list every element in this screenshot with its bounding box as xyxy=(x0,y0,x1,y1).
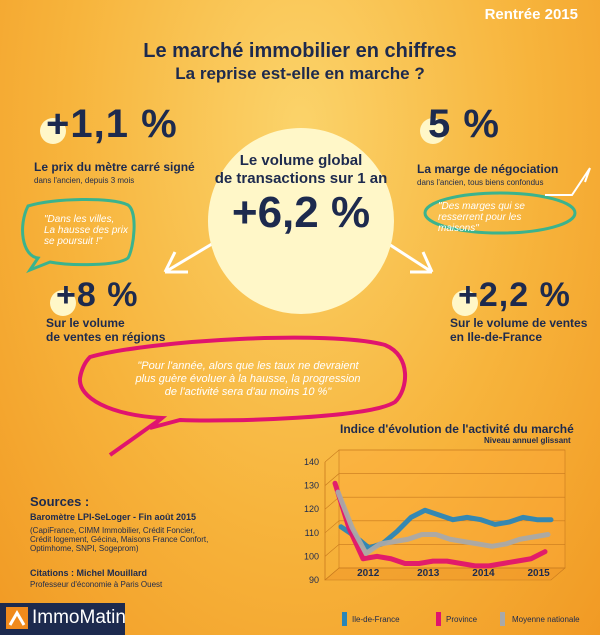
page-subtitle: La reprise est-elle en marche ? xyxy=(175,64,425,83)
regions-value: +8 % xyxy=(56,276,139,314)
sources-detail2: Crédit logement, Gécina, Maisons France Confort, xyxy=(30,535,209,544)
margin-quote: "Des marges qui se resserrent pour les maisons" xyxy=(438,201,525,234)
idf-label2: en Ile-de-France xyxy=(450,330,543,344)
y-tick-label: 90 xyxy=(308,575,319,585)
center-line2: de transactions sur 1 an xyxy=(214,170,388,187)
center-value: +6,2 % xyxy=(231,188,371,237)
main-quote-line2: plus guère évoluer à la hausse, la progression xyxy=(135,373,361,385)
margin-value: 5 % xyxy=(428,102,500,146)
y-tick-label: 110 xyxy=(304,527,319,538)
legend-swatch-idf xyxy=(342,612,347,626)
legend-moyenne: Moyenne nationale xyxy=(512,615,580,624)
price-label: Le prix du mètre carré signé xyxy=(34,160,195,174)
brand-name: ImmoMatin xyxy=(32,607,126,628)
chart-subtitle: Niveau annuel glissant xyxy=(484,436,571,445)
y-tick-label: 130 xyxy=(303,480,319,491)
page-title: Le marché immobilier en chiffres xyxy=(143,40,457,62)
x-tick-label: 2015 xyxy=(527,568,550,579)
sources-main: Baromètre LPI-SeLoger - Fin août 2015 xyxy=(30,512,197,522)
sources-detail1: (CapiFrance, CIMM Immobilier, Crédit Foncier, xyxy=(30,526,195,535)
citation-role: Professeur d'économie à Paris Ouest xyxy=(30,580,163,589)
legend-province: Province xyxy=(446,615,478,624)
edition-label: Rentrée 2015 xyxy=(484,6,578,23)
margin-label: La marge de négociation xyxy=(417,162,559,176)
price-value: +1,1 % xyxy=(46,102,178,146)
legend-swatch-province xyxy=(436,612,441,626)
x-tick-label: 2013 xyxy=(417,568,440,579)
legend-swatch-moyenne xyxy=(500,612,505,626)
price-quote: "Dans les villes, La hausse des prix se poursuit !" xyxy=(44,214,128,247)
y-tick-label: 140 xyxy=(303,457,319,467)
idf-label1: Sur le volume de ventes xyxy=(450,316,588,330)
margin-note: dans l'ancien, tous biens confondus xyxy=(417,178,544,187)
y-tick-label: 100 xyxy=(303,551,319,562)
center-line1: Le volume global xyxy=(239,152,363,169)
main-quote-line1: "Pour l'année, alors que les taux ne devraient xyxy=(137,360,359,372)
y-tick-label: 120 xyxy=(303,504,319,515)
price-note: dans l'ancien, depuis 3 mois xyxy=(34,176,135,185)
main-quote-line3: de l'activité sera d'au moins 10 %" xyxy=(164,386,332,398)
sources-detail3: Optimhome, SNPI, Sogeprom) xyxy=(30,544,139,553)
logo-icon xyxy=(6,607,28,629)
chart-title: Indice d'évolution de l'activité du marché xyxy=(340,422,574,436)
citation-author: Citations : Michel Mouillard xyxy=(30,568,148,578)
x-tick-label: 2014 xyxy=(472,568,495,579)
x-tick-label: 2012 xyxy=(357,568,380,579)
idf-value: +2,2 % xyxy=(458,276,571,314)
sources-heading: Sources : xyxy=(30,494,90,509)
legend-idf: Ile-de-France xyxy=(352,615,400,624)
regions-label1: Sur le volume xyxy=(46,316,125,330)
regions-label2: de ventes en régions xyxy=(46,330,166,344)
